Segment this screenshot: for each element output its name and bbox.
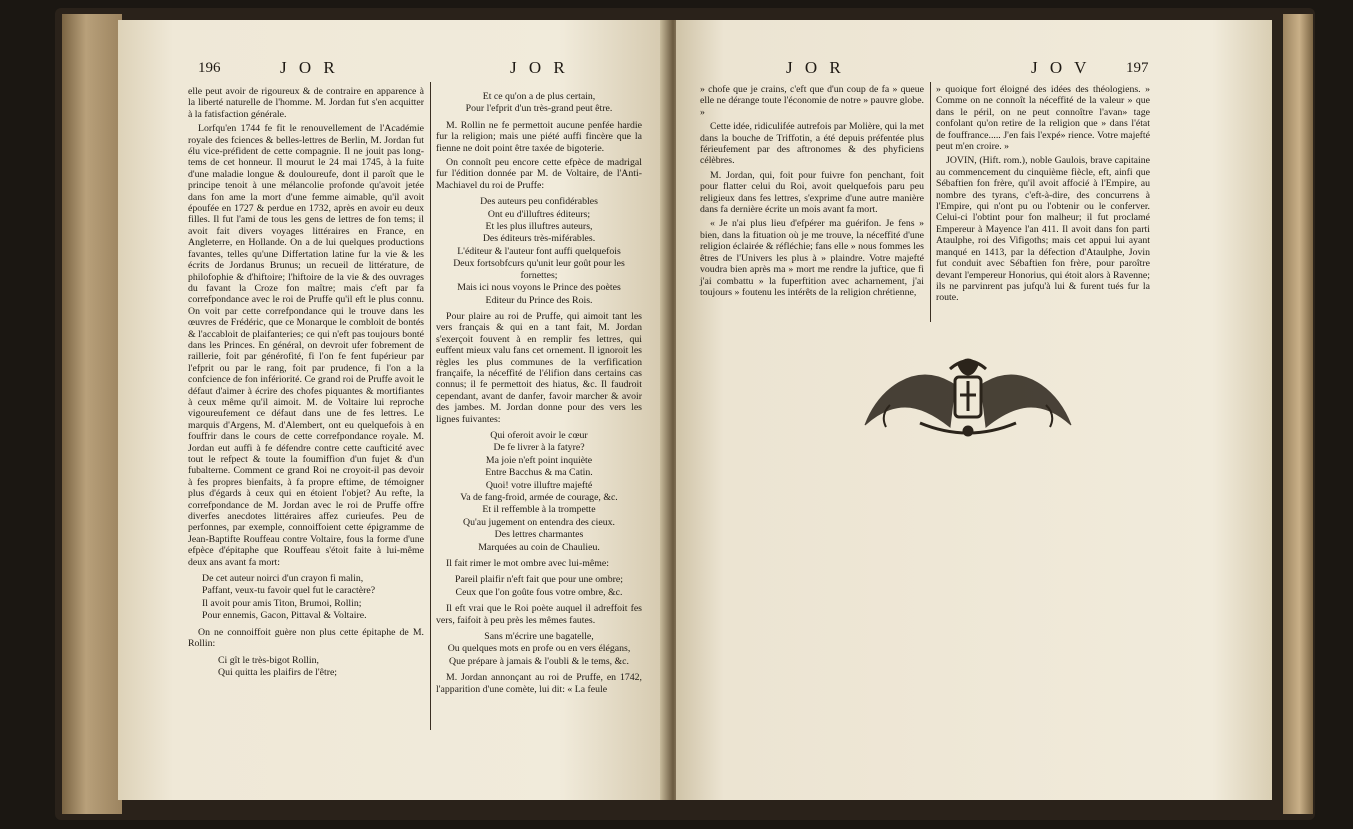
running-head-left-2: J O R: [510, 58, 569, 77]
column-rule: [430, 82, 431, 730]
verse-line: Il avoit pour amis Titon, Brumoi, Rollin;: [202, 597, 362, 609]
tailpiece-ornament-icon: [860, 355, 1075, 441]
page-number-left: 196: [198, 60, 221, 76]
verse-line: Que prépare à jamais & l'oubli & le tems, &c.: [449, 655, 629, 667]
verse-line: Pareil plaifir n'eft fait que pour une ombre;: [455, 574, 623, 586]
paragraph: Lorfqu'en 1744 fe fit le renouvellement de l'Académie royale des fciences & belles-lettres de Berlin, M. Jordan fut élu vice-préfident de cette compagnie. Il ne jouit pas long-tems de cet honneur. Il mourut le 24 mai 1745, à la fuite d'une maladie longue & douloureufe, dont il paroît que le principe tenoit à une mélancolie profonde qu'avoit jetée dans fon ame la mort d'une femme aimable, qu'il avoit époufée en 1727 & perdue en 1732, après en avoir eu deux filles. Il fut l'ami de tous les gens de lettres de fon tems; il avoit fait divers voyages littéraires en France, en Angleterre, en Hollande. On a de lui quelques productions favantes, telles qu'une Differtation latine fur la vie & les écrits de Jordanus Brunus; un recueil de littérature, de philofophie & d'hiftoire; l'hiftoire de la vie & des ouvrages du favant la Croze fon maître; mais c'eft par fa correfpondance avec le roi de Pruffe qu'il eft le plus connu. On voit par cette correfpondance qui le trouve dans les œuvres de Frédéric, que ce Monarque le combloit de bontés & l'accabloit de plaifanteries; ce qui n'eft pas toujours bonté dans les Princes. En général, on devroit ufer fobrement de raillerie, foit par générofité, fi l'on fe fent fupérieur par l'efprit ou par le rang, foit par prudence, fi l'on a la confcience de fon infériorité. Ce grand roi de Pruffe avoit le défaut d'aimer à écrire des chofes piquantes & mortifiantes à ceux même qu'il aimoit. M. de Voltaire lui reproche vigoureufement ce défaut dans une de fes lettres. Le marquis d'Argens, M. d'Alembert, ont eu quelquefois à en fouffrir dans le cours de cette correfpondance royale. M. Jordan eut auffi à fe défendre contre cette caufticité avec tout le refpect & toute la foumiffion d'un fujet & d'un fubalterne. Comment ce grand Roi ne croyoit-il pas devoir à fes propres bienfaits, à fa propre eftime, de témoigner plus d'égards à ceux qui en étoient l'objet? Au refte, la correfpondance de M. Jordan avec le roi de Pruffe offre diverfes anecdotes littéraires affez curieufes. Peu de perfonnes, par exemple, connoiffoient cette épigramme de Jean-Baptifte Rouffeau contre Voltaire, fous la forme d'une efpèce d'épitaphe que Rouffeau s'étoit faite à lui-même deux ans avant fa mort:: [188, 123, 424, 568]
verse-block: [436, 631, 642, 667]
paragraph: » chofe que je crains, c'eft que d'un coup de fa » queue elle ne dérange toute l'économie de notre » pauvre globe. »: [700, 84, 924, 118]
paragraph: M. Jordan, qui, foit pour fuivre fon penchant, foit pour flatter celui du Roi, avoit quelquefois paru peu religieux dans fes lettres, s'exprime d'une autre manière dans fa dernière écrite un mois avant fa mort.: [700, 169, 924, 216]
verse-line: Qu'au jugement on entendra des cieux.: [463, 516, 615, 528]
paragraph: On ne connoiffoit guère non plus cette épitaphe de M. Rollin:: [188, 626, 424, 650]
verse-line: Et il reffemble à la trompette: [482, 504, 596, 516]
verse-line: Et les plus illuftres auteurs,: [485, 221, 593, 233]
paragraph: elle peut avoir de rigoureux & de contraire en apparence à la liberté naturelle de l'homme. M. Jordan fut s'en acquitter à la fatisfaction générale.: [188, 86, 424, 120]
verse-line: Des lettres charmantes: [494, 529, 584, 541]
paragraph: M. Rollin ne fe permettoit aucune penfée hardie fur la religion; mais une piété auffi fincère que la fienne ne doit point être taxée de bigoterie.: [436, 119, 642, 154]
verse-line: De fe livrer à la fatyre?: [493, 442, 585, 454]
paragraph: Il fait rimer le mot ombre avec lui-même:: [446, 558, 609, 570]
running-head-right: J O R: [786, 58, 845, 77]
verse-line: Ci gît le très-bigot Rollin,: [218, 654, 319, 666]
verse-line: Va de fang-froid, armée de courage, &c.: [460, 492, 618, 503]
page-edges-right: [1283, 14, 1313, 814]
verse-block: [436, 91, 642, 115]
verse-line: De cet auteur noirci d'un crayon fi malin,: [202, 573, 364, 585]
verse-line: Pour ennemis, Gacon, Pittaval & Voltaire.: [202, 610, 367, 622]
verse-block: [188, 573, 424, 622]
paragraph: « Je n'ai plus lieu d'efpérer ma guérifon. Je fens » bien, dans la fituation où je me trouve, la néceffité d'une religion éclairée & réfléchie; fans elle » nous fommes les êtres de l'Univers les plus à » plaindre. Votre majefté voudra bien après ma » mort me rendre la juftice, que fi j'ai combattu » la fuperftition avec acharnement, j'ai toujours » foutenu les intérêts de la religion chrétienne,: [700, 218, 924, 298]
page-number-right: 197: [1126, 60, 1149, 76]
verse-block: [188, 655, 424, 679]
paragraph: Cette idée, ridiculifée autrefois par Molière, qui la met dans la bouche de Triffotin, a été depuis préfentée plus férieufement par des aftronomes & des phyficiens célèbres.: [700, 121, 924, 167]
verse-line: Ceux que l'on goûte fous votre ombre, &c.: [455, 586, 623, 598]
page-edges-left: [62, 14, 122, 814]
paragraph: On connoît peu encore cette efpèce de madrigal fur l'édition donnée par M. de Voltaire, de l'Anti-Machiavel du roi de Pruffe:: [436, 157, 642, 191]
column-rule: [930, 82, 931, 322]
verse-line: Quoi! votre illuftre majefté: [485, 479, 593, 491]
verse-block: [436, 574, 642, 598]
running-head-right-2: J O V: [1031, 58, 1091, 77]
verse-line: Qui oferoit avoir le cœur: [490, 429, 588, 441]
paragraph: » quoique fort éloigné des idées des théologiens. » Comme on ne connoît la néceffité de la valeur » que dans le péril, on ne peut connoître l'avan» tage confolant qu'on retire de la religion que » dans l'état de fouffrance..... J'en fais l'expé» rience. Votre majefté peut m'en croire. »: [936, 84, 1150, 153]
running-head-left: J O R: [280, 58, 339, 77]
verse-block: [436, 196, 642, 306]
verse-line: Deux fortsobfcurs qu'unit leur goût pour les fornettes;: [453, 258, 625, 281]
left-page: [118, 20, 670, 800]
left-column-2: [436, 86, 642, 698]
verse-line: Editeur du Prince des Rois.: [485, 294, 593, 306]
verse-block: [436, 430, 642, 553]
verse-line: Ma joie n'eft point inquiète: [485, 454, 593, 466]
paragraph: M. Jordan annonçant au roi de Pruffe, en 1742, l'apparition d'une comète, lui dit: « La feule: [436, 672, 642, 695]
verse-line: Paffant, veux-tu favoir quel fut le caractère?: [202, 585, 376, 597]
verse-line: Des éditeurs très-miférables.: [482, 233, 596, 245]
verse-line: Mais ici nous voyons le Prince des poètes: [457, 282, 621, 294]
paragraph: JOVIN, (Hift. rom.), noble Gaulois, brave capitaine au commencement du cinquième fiècle, eft, ainfi que Sébaftien fon frère, qu'il avoit affocié à l'Empire, au nombre des tyrans, c'eft-à-dire, des concurrens à l'Empire, qui n'ont pu ou l'obtenir ou le conferver. Celui-ci l'obtint pour fon malheur; il fut proclamé Empereur à Mayence l'an 411. Il avoit dans fon parti Ataulphe, roi des Vifigoths; mais cet appui lui ayant manqué en 1413, par la défection d'Ataulphe, Jovin fut conduit avec Sébaftien fon frère, pour paroître devant l'empereur Honorius, qui étoit alors à Ravenne; ils ne parvinrent pas jufqu'à lui & furent tués fur la route.: [936, 155, 1150, 304]
verse-line: L'éditeur & l'auteur font auffi quelquefois: [457, 245, 621, 257]
verse-line: Qui quitta les plaifirs de l'être;: [218, 666, 338, 678]
verse-line: Ont eu d'illuftres éditeurs;: [487, 208, 591, 220]
left-column-1: [188, 86, 424, 683]
paragraph: Pour plaire au roi de Pruffe, qui aimoit tant les vers français & qui en a tant fait, M. Jordan s'exerçoit fouvent à en remplir fes lettres, qui euffent mieux valu fans cet ornement. Il ignoroit les règles les plus communes de la verfification françaife, la néceffité de l'élifion dans certains cas connus; il fe permettoit des hiatus, &c. Il faudroit cependant, avant de danfer, favoir marcher & avoir des jambes. M. Jordan donne pour des vers les lignes fuivantes:: [436, 310, 642, 425]
verse-line: Entre Bacchus & ma Catin.: [485, 467, 593, 479]
verse-line: Des auteurs peu confidérables: [480, 196, 598, 208]
right-column-1: [700, 84, 924, 301]
right-column-2: [936, 84, 1150, 307]
verse-line: Pour l'efprit d'un très-grand peut être.: [465, 103, 613, 115]
paragraph: Il eft vrai que le Roi poète auquel il adreffoit fes vers, faifoit à peu près les mêmes fautes.: [436, 603, 642, 626]
verse-line: Ou quelques mots en profe ou en vers élégans,: [447, 643, 631, 655]
verse-line: Et ce qu'on a de plus certain,: [482, 91, 596, 102]
verse-line: Marquées au coin de Chaulieu.: [478, 541, 600, 553]
verse-line: Sans m'écrire une bagatelle,: [484, 631, 594, 643]
